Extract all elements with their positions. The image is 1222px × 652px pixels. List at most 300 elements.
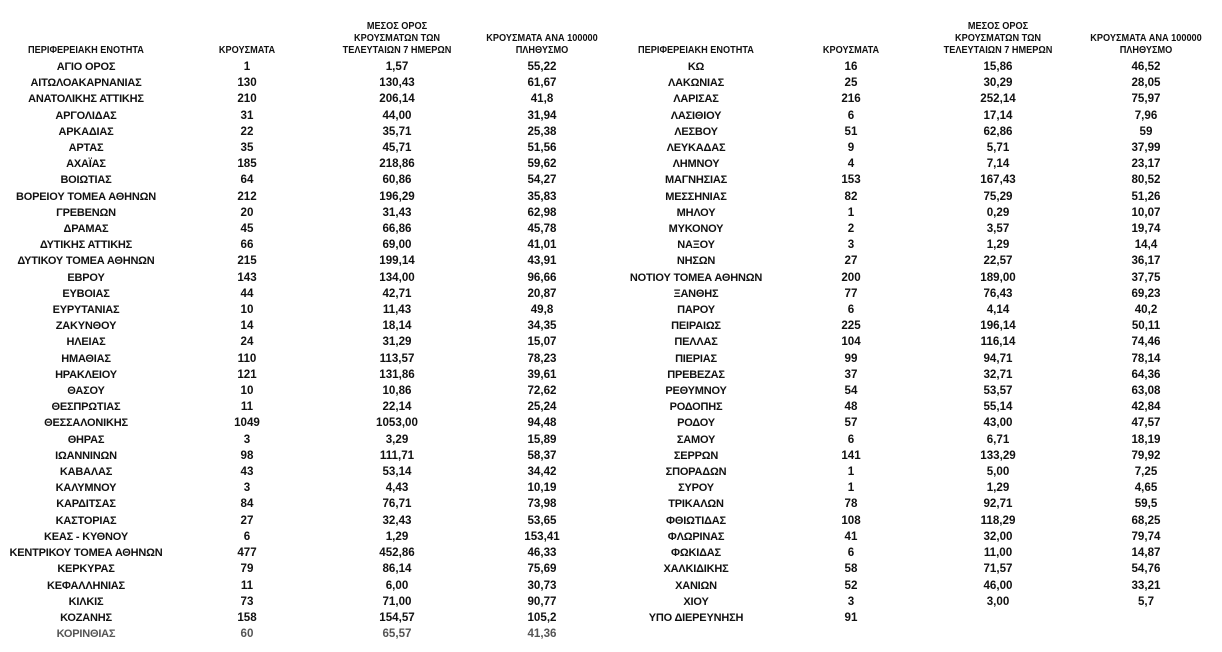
per100k-cell: 45,78 [527,222,557,236]
table-row [0,108,612,124]
region-cell: ΚΑΒΑΛΑΣ [59,466,113,479]
avg7-cell: 75,29 [983,189,1013,203]
avg7-cell: 65,57 [382,627,412,641]
cases-cell: 212 [237,189,257,203]
per100k-cell: 41,8 [530,92,554,106]
per100k-cell: 59,5 [1134,497,1158,511]
avg7-cell: 44,00 [382,108,412,122]
per100k-cell: 54,27 [527,173,557,187]
per100k-cell: 43,91 [527,254,557,268]
avg7-cell: 69,00 [382,238,412,252]
cases-cell: 121 [237,367,257,381]
region-cell: ΥΠΟ ΔΙΕΡΕΥΝΗΣΗ [648,611,744,624]
avg7-cell: 118,29 [980,513,1016,527]
table-row [0,205,612,221]
avg7-cell: 60,86 [382,173,412,187]
avg7-cell: 46,00 [983,578,1013,592]
header-per100k-line1: ΚΡΟΥΣΜΑΤΑ ΑΝΑ 100000 [1090,33,1202,44]
right-cases-table [615,0,1221,626]
region-cell: ΚΩ [687,61,705,73]
cases-cell: 6 [847,108,855,122]
avg7-cell: 1,29 [986,238,1010,252]
table-row [0,383,612,399]
per100k-cell: 61,67 [527,76,557,90]
cases-cell: 143 [237,270,257,284]
region-cell: ΠΡΕΒΕΖΑΣ [667,368,725,381]
region-cell: ΡΕΘΥΜΝΟΥ [665,385,727,398]
region-cell: ΣΕΡΡΩΝ [673,449,719,462]
per100k-cell: 7,25 [1134,465,1158,479]
avg7-cell: 196,14 [980,319,1016,333]
cases-cell: 31 [240,108,254,122]
avg7-cell: 45,71 [382,141,412,155]
avg7-cell: 154,57 [379,610,415,624]
cases-cell: 82 [844,189,858,203]
region-cell: ΠΑΡΟΥ [677,304,715,317]
cases-cell: 4 [847,157,855,171]
table-row [0,172,612,188]
table-row [615,480,1221,496]
region-cell: ΚΟΖΑΝΗΣ [60,611,112,624]
cases-cell: 10 [240,384,254,398]
left-table-body [0,59,612,642]
per100k-cell: 40,2 [1134,303,1158,317]
per100k-cell: 79,92 [1131,448,1161,462]
region-cell: ΑΙΤΩΛΟΑΚΑΡΝΑΝΙΑΣ [30,77,142,90]
per100k-cell: 46,52 [1131,60,1161,73]
avg7-cell: 66,86 [382,222,412,236]
per100k-cell: 75,69 [527,562,557,576]
header-per100k [479,0,605,59]
header-avg7-line3: ΤΕΛΕΥΤΑΙΩΝ 7 ΗΜΕΡΩΝ [342,45,452,56]
cases-cell: 130 [237,76,257,90]
avg7-cell: 133,29 [980,448,1016,462]
avg7-cell: 31,43 [382,205,412,219]
table-row [615,253,1221,269]
table-row [0,594,612,610]
cases-cell: 1 [243,60,251,73]
region-cell: ΧΙΟΥ [683,595,709,608]
cases-cell: 158 [237,610,257,624]
header-avg7 [330,0,465,59]
region-cell: ΣΑΜΟΥ [676,433,716,446]
cases-cell: 14 [240,319,254,333]
cases-cell: 225 [841,319,861,333]
table-row [0,578,612,594]
table-row [0,432,612,448]
cases-cell: 477 [237,546,257,560]
region-cell: ΠΕΛΛΑΣ [674,336,718,349]
cases-cell: 27 [844,254,858,268]
table-row [0,156,612,172]
per100k-cell: 28,05 [1131,76,1161,90]
header-avg7-line2: ΚΡΟΥΣΜΑΤΩΝ ΤΩΝ [954,33,1042,44]
table-row [0,351,612,367]
per100k-cell: 30,73 [527,578,557,592]
cases-cell: 1 [847,205,855,219]
table-row [0,415,612,431]
cases-cell: 60 [240,627,254,641]
cases-cell: 2 [847,222,855,236]
avg7-cell: 5,71 [986,141,1010,155]
per100k-cell: 78,23 [527,351,557,365]
region-cell: ΣΠΟΡΑΔΩΝ [665,466,727,479]
per100k-cell: 7,96 [1134,108,1158,122]
table-row [615,464,1221,480]
table-row [615,189,1221,205]
header-avg7 [932,0,1063,59]
cases-cell: 6 [847,303,855,317]
avg7-cell: 167,43 [980,173,1016,187]
cases-cell: 84 [240,497,254,511]
cases-cell: 98 [240,448,254,462]
cases-cell: 66 [240,238,254,252]
cases-cell: 58 [844,562,858,576]
cases-cell: 37 [844,367,858,381]
avg7-cell: 0,29 [986,205,1010,219]
cases-cell: 57 [844,416,858,430]
per100k-cell: 105,2 [527,610,557,624]
avg7-cell: 32,71 [983,367,1013,381]
table-row [615,594,1221,610]
avg7-cell: 130,43 [379,76,415,90]
cases-cell: 9 [847,141,855,155]
table-row [0,75,612,91]
header-avg7-line1: ΜΕΣΟΣ ΟΡΟΣ [366,21,428,32]
table-row [615,124,1221,140]
avg7-cell: 116,14 [980,335,1016,349]
per100k-cell: 39,61 [527,367,557,381]
avg7-cell: 452,86 [379,546,415,560]
cases-cell: 1 [847,465,855,479]
table-row [615,75,1221,91]
per100k-cell: 25,38 [527,124,557,138]
cases-cell: 79 [240,562,254,576]
cases-cell: 52 [844,578,858,592]
avg7-cell: 199,14 [379,254,415,268]
avg7-cell: 11,00 [983,546,1013,560]
cases-cell: 6 [847,546,855,560]
table-row [615,561,1221,577]
cases-cell: 20 [240,205,254,219]
table-row [0,545,612,561]
header-region: ΠΕΡΙΦΕΡΕΙΑΚΗ ΕΝΟΤΗΤΑ [638,45,754,56]
region-cell: ΔΥΤΙΚΗΣ ΑΤΤΙΚΗΣ [39,239,133,252]
per100k-cell: 4,65 [1134,481,1158,495]
per100k-cell: 46,33 [527,546,557,560]
avg7-cell [925,610,1071,626]
table-row [615,545,1221,561]
table-row [0,318,612,334]
avg7-cell: 1,57 [385,60,409,73]
per100k-cell: 10,19 [527,481,557,495]
avg7-cell: 134,00 [379,270,415,284]
per100k-cell: 94,48 [527,416,557,430]
avg7-cell: 1,29 [385,529,409,543]
cases-cell: 3 [847,238,855,252]
region-cell: ΡΟΔΟΥ [677,417,715,430]
cases-cell: 215 [237,254,257,268]
per100k-cell: 37,99 [1131,141,1161,155]
per100k-cell: 10,07 [1131,205,1161,219]
avg7-cell: 131,86 [379,367,415,381]
table-row [615,399,1221,415]
region-cell: ΦΛΩΡΙΝΑΣ [667,530,725,543]
avg7-cell: 71,57 [983,562,1013,576]
region-cell: ΚΑΛΥΜΝΟΥ [55,482,117,495]
region-cell: ΠΕΙΡΑΙΩΣ [671,320,721,333]
avg7-cell: 42,71 [382,286,412,300]
per100k-cell [1071,610,1221,626]
region-cell: ΔΡΑΜΑΣ [63,223,109,236]
region-cell: ΘΗΡΑΣ [67,433,105,446]
region-cell: ΕΥΒΟΙΑΣ [62,287,110,300]
avg7-cell: 1,29 [986,481,1010,495]
header-region: ΠΕΡΙΦΕΡΕΙΑΚΗ ΕΝΟΤΗΤΑ [28,45,144,56]
per100k-cell: 90,77 [527,594,557,608]
cases-cell: 104 [841,335,861,349]
region-cell: ΛΑΚΩΝΙΑΣ [668,77,724,90]
region-cell: ΚΑΣΤΟΡΙΑΣ [55,514,117,527]
per100k-cell: 25,24 [527,400,557,414]
per100k-cell: 55,22 [527,60,557,73]
per100k-cell: 51,56 [527,141,557,155]
avg7-cell: 196,29 [379,189,415,203]
per100k-cell: 15,89 [527,432,557,446]
table-row [615,286,1221,302]
header-cases: ΚΡΟΥΣΜΑΤΑ [822,45,880,56]
per100k-cell: 54,76 [1131,562,1161,576]
cases-cell: 43 [240,465,254,479]
region-cell: ΓΡΕΒΕΝΩΝ [56,206,116,219]
region-cell: ΙΩΑΝΝΙΝΩΝ [55,449,117,462]
per100k-cell: 31,94 [527,108,557,122]
table-row [0,221,612,237]
per100k-cell: 62,98 [527,205,557,219]
header-per100k-line2: ΠΛΗΘΥΣΜΟ [1119,45,1173,56]
cases-cell: 78 [844,497,858,511]
per100k-cell: 69,23 [1131,286,1161,300]
cases-cell: 91 [844,610,858,624]
region-cell: ΝΑΞΟΥ [677,239,715,252]
per100k-cell: 51,26 [1131,189,1161,203]
per100k-cell: 63,08 [1131,384,1161,398]
left-header-row [0,0,612,59]
cases-cell: 1049 [234,416,260,430]
avg7-cell: 6,71 [986,432,1010,446]
cases-cell: 54 [844,384,858,398]
region-cell: ΠΙΕΡΙΑΣ [675,352,717,365]
table-row [615,237,1221,253]
per100k-cell: 34,35 [527,319,557,333]
table-row [615,448,1221,464]
per100k-cell: 73,98 [527,497,557,511]
avg7-cell: 1053,00 [376,416,418,430]
region-cell: ΧΑΛΚΙΔΙΚΗΣ [663,563,729,576]
per100k-cell: 20,87 [527,286,557,300]
per100k-cell: 19,74 [1131,222,1161,236]
region-cell: ΘΕΣΣΑΛΟΝΙΚΗΣ [44,417,128,430]
per100k-cell: 59 [1139,124,1153,138]
region-cell: ΝΗΣΩΝ [676,255,716,268]
per100k-cell: 35,83 [527,189,557,203]
table-row [0,140,612,156]
avg7-cell: 17,14 [983,108,1013,122]
table-row [0,367,612,383]
avg7-cell: 3,29 [385,432,409,446]
avg7-cell: 11,43 [382,303,412,317]
table-row [615,578,1221,594]
cases-cell: 27 [240,513,254,527]
table-row [615,91,1221,107]
cases-cell: 44 [240,286,254,300]
region-cell: ΑΡΚΑΔΙΑΣ [58,125,114,138]
per100k-cell: 96,66 [527,270,557,284]
region-cell: ΑΡΤΑΣ [68,142,104,155]
avg7-cell: 5,00 [986,465,1010,479]
table-row [615,610,1221,626]
header-per100k [1079,0,1214,59]
cases-cell: 77 [844,286,858,300]
region-cell: ΦΘΙΩΤΙΔΑΣ [666,514,726,527]
avg7-cell: 15,86 [983,60,1013,73]
avg7-cell: 3,00 [986,594,1010,608]
table-row [615,172,1221,188]
table-row [0,399,612,415]
table-row [0,626,612,642]
avg7-cell: 22,57 [983,254,1013,268]
per100k-cell: 58,37 [527,448,557,462]
cases-cell: 35 [240,141,254,155]
per100k-cell: 14,4 [1134,238,1158,252]
region-cell: ΛΗΜΝΟΥ [672,158,720,171]
cases-cell: 99 [844,351,858,365]
region-cell: ΕΥΡΥΤΑΝΙΑΣ [52,304,120,317]
header-cases: ΚΡΟΥΣΜΑΤΑ [218,45,276,56]
region-cell: ΛΕΥΚΑΔΑΣ [666,142,726,155]
per100k-cell: 74,46 [1131,335,1161,349]
per100k-cell: 78,14 [1131,351,1161,365]
region-cell: ΑΧΑΪΑΣ [66,158,106,171]
cases-cell: 10 [240,303,254,317]
table-row [615,205,1221,221]
per100k-cell: 34,42 [527,465,557,479]
header-per100k-line2: ΠΛΗΘΥΣΜΟ [515,45,569,56]
cases-cell: 1 [847,481,855,495]
region-cell: ΚΙΛΚΙΣ [68,595,104,608]
avg7-cell: 7,14 [986,157,1010,171]
avg7-cell: 252,14 [980,92,1016,106]
cases-cell: 200 [841,270,861,284]
table-row [0,189,612,205]
cases-cell: 24 [240,335,254,349]
cases-cell: 185 [237,157,257,171]
per100k-cell: 42,84 [1131,400,1161,414]
cases-cell: 11 [240,400,254,414]
cases-cell: 6 [243,529,251,543]
avg7-cell: 3,57 [986,222,1010,236]
table-row [0,237,612,253]
table-row [0,561,612,577]
avg7-cell: 113,57 [379,351,415,365]
per100k-cell: 36,17 [1131,254,1161,268]
per100k-cell: 47,57 [1131,416,1161,430]
cases-cell: 210 [237,92,257,106]
right-header-row [615,0,1221,59]
region-cell: ΧΑΝΙΩΝ [675,579,717,592]
avg7-cell: 18,14 [382,319,412,333]
region-cell: ΘΕΣΠΡΩΤΙΑΣ [51,401,121,414]
region-cell: ΕΒΡΟΥ [67,271,105,284]
cases-cell: 108 [841,513,861,527]
table-row [0,529,612,545]
per100k-cell: 72,62 [527,384,557,398]
table-row [615,140,1221,156]
per100k-cell: 59,62 [527,157,557,171]
per100k-cell: 5,7 [1137,594,1155,608]
table-row [0,91,612,107]
cases-cell: 73 [240,594,254,608]
cases-cell: 141 [841,448,861,462]
region-cell: ΚΟΡΙΝΘΙΑΣ [56,628,116,641]
table-row [0,253,612,269]
region-cell: ΛΕΣΒΟΥ [674,125,718,138]
table-row [0,464,612,480]
table-row [0,302,612,318]
table-row [0,513,612,529]
right-table-body [615,59,1221,626]
avg7-cell: 31,29 [382,335,412,349]
per100k-cell: 75,97 [1131,92,1161,106]
cases-cell: 3 [243,481,251,495]
table-row [0,480,612,496]
region-cell: ΣΥΡΟΥ [678,482,714,495]
per100k-cell: 80,52 [1131,173,1161,187]
table-row [0,124,612,140]
table-row [0,610,612,626]
avg7-cell: 76,71 [382,497,412,511]
cases-cell: 3 [243,432,251,446]
region-cell: ΦΩΚΙΔΑΣ [671,547,721,560]
cases-cell: 216 [841,92,861,106]
cases-cell: 11 [240,578,254,592]
region-cell: ΤΡΙΚΑΛΩΝ [668,498,724,511]
cases-cell: 48 [844,400,858,414]
avg7-cell: 32,43 [382,513,412,527]
table-row [615,367,1221,383]
table-row [615,513,1221,529]
per100k-cell: 79,74 [1131,529,1161,543]
table-row [0,59,612,75]
per100k-cell: 41,36 [527,627,557,641]
per100k-cell: 153,41 [524,529,560,543]
table-row [615,221,1221,237]
table-row [615,334,1221,350]
region-cell: ΔΥΤΙΚΟΥ ΤΟΜΕΑ ΑΘΗΝΩΝ [17,255,155,268]
avg7-cell: 218,86 [379,157,415,171]
avg7-cell: 6,00 [385,578,409,592]
region-cell: ΘΑΣΟΥ [67,385,105,398]
cases-cell: 25 [844,76,858,90]
table-row [615,432,1221,448]
table-row [0,448,612,464]
header-avg7-line3: ΤΕΛΕΥΤΑΙΩΝ 7 ΗΜΕΡΩΝ [943,45,1053,56]
avg7-cell: 4,43 [385,481,409,495]
per100k-cell: 41,01 [527,238,557,252]
table-row [615,156,1221,172]
left-cases-table [0,0,612,642]
per100k-cell: 15,07 [527,335,557,349]
